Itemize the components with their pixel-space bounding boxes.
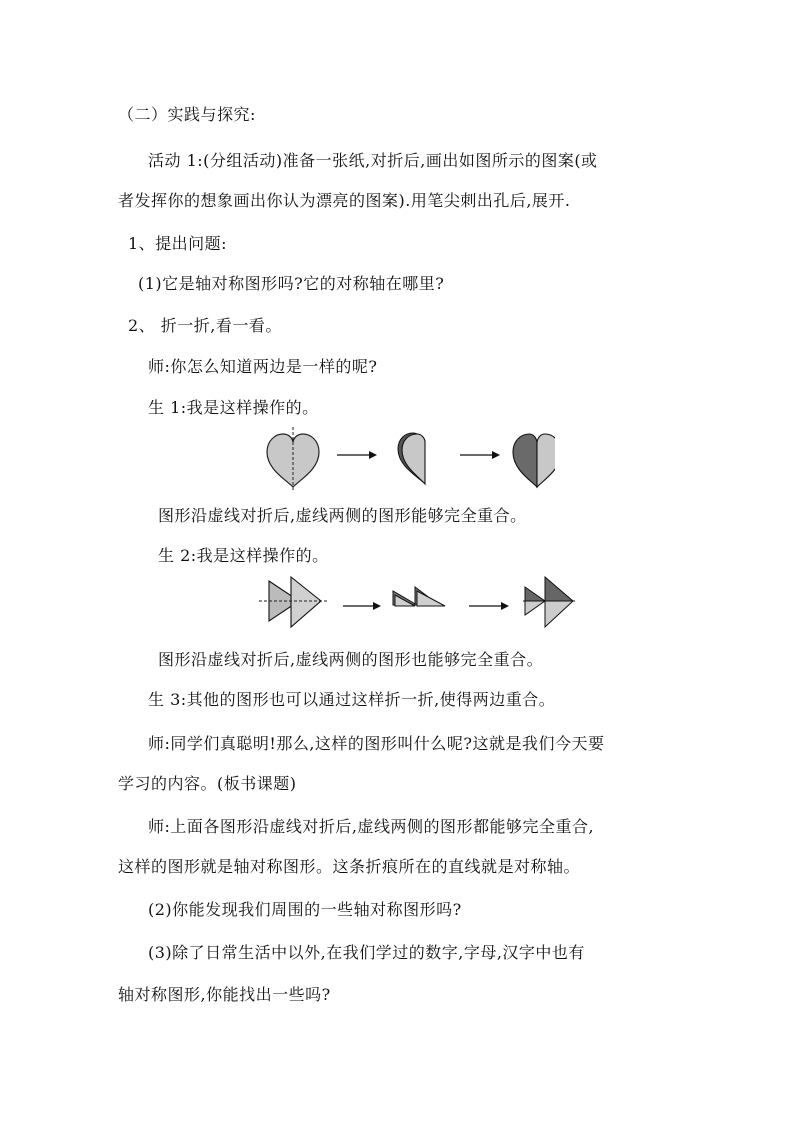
- folded-triangle-front-2: [417, 591, 445, 606]
- result-triangle-2-top: [545, 577, 573, 601]
- result-triangle-1-top: [525, 587, 545, 601]
- arrow-head-3: [373, 602, 381, 610]
- student3-text: 生 3:其他的图形也可以通过这样折一折,使得两边重合。: [148, 690, 556, 709]
- arrow-head-1: [369, 451, 377, 459]
- item1-heading: 1、提出问题:: [128, 234, 228, 253]
- item2-heading: 2、 折一折,看一看。: [128, 316, 282, 335]
- section-heading: （二）实践与探究:: [118, 105, 256, 124]
- activity1-line1: 活动 1:(分组活动)准备一张纸,对折后,画出如图所示的图案(或: [148, 151, 598, 170]
- teacher-definition-line2: 这样的图形就是轴对称图形。这条折痕所在的直线就是对称轴。: [118, 857, 581, 876]
- question2: (2)你能发现我们周围的一些轴对称图形吗?: [148, 900, 462, 919]
- student2-text: 生 2:我是这样操作的。: [158, 546, 329, 565]
- activity1-line2: 者发挥你的想象画出你认为漂亮的图案).用笔尖刺出孔后,展开.: [118, 191, 571, 210]
- heart-fold-figure: [255, 425, 555, 495]
- folded-triangle-front: [395, 595, 415, 606]
- question3-line1: (3)除了日常生活中以外,在我们学过的数字,字母,汉字中也有: [148, 943, 585, 962]
- question1: (1)它是轴对称图形吗?它的对称轴在哪里?: [138, 274, 445, 293]
- arrow-head-4: [501, 602, 509, 610]
- half-heart-front: [402, 434, 425, 484]
- result-triangle-1-bottom: [525, 601, 545, 615]
- question3-line2: 轴对称图形,你能找出一些吗?: [118, 985, 331, 1004]
- teacher-praise-line1: 师:同学们真聪明!那么,这样的图形叫什么呢?这就是我们今天要: [148, 734, 605, 753]
- caption1: 图形沿虚线对折后,虚线两侧的图形能够完全重合。: [158, 506, 527, 525]
- triangle-front: [291, 577, 321, 627]
- student1-text: 生 1:我是这样操作的。: [148, 398, 319, 417]
- triangle-fold-figure: [255, 575, 585, 635]
- teacher-question: 师:你怎么知道两边是一样的呢?: [148, 357, 378, 376]
- arrow-head-2: [492, 451, 500, 459]
- heart-left-dark: [513, 434, 537, 487]
- caption2: 图形沿虚线对折后,虚线两侧的图形也能够完全重合。: [158, 650, 544, 669]
- heart-right-light: [537, 434, 555, 487]
- teacher-praise-line2: 学习的内容。(板书课题): [118, 774, 297, 793]
- result-triangle-2-bottom: [545, 601, 573, 627]
- teacher-definition-line1: 师:上面各图形沿虚线对折后,虚线两侧的图形都能够完全重合,: [148, 817, 595, 836]
